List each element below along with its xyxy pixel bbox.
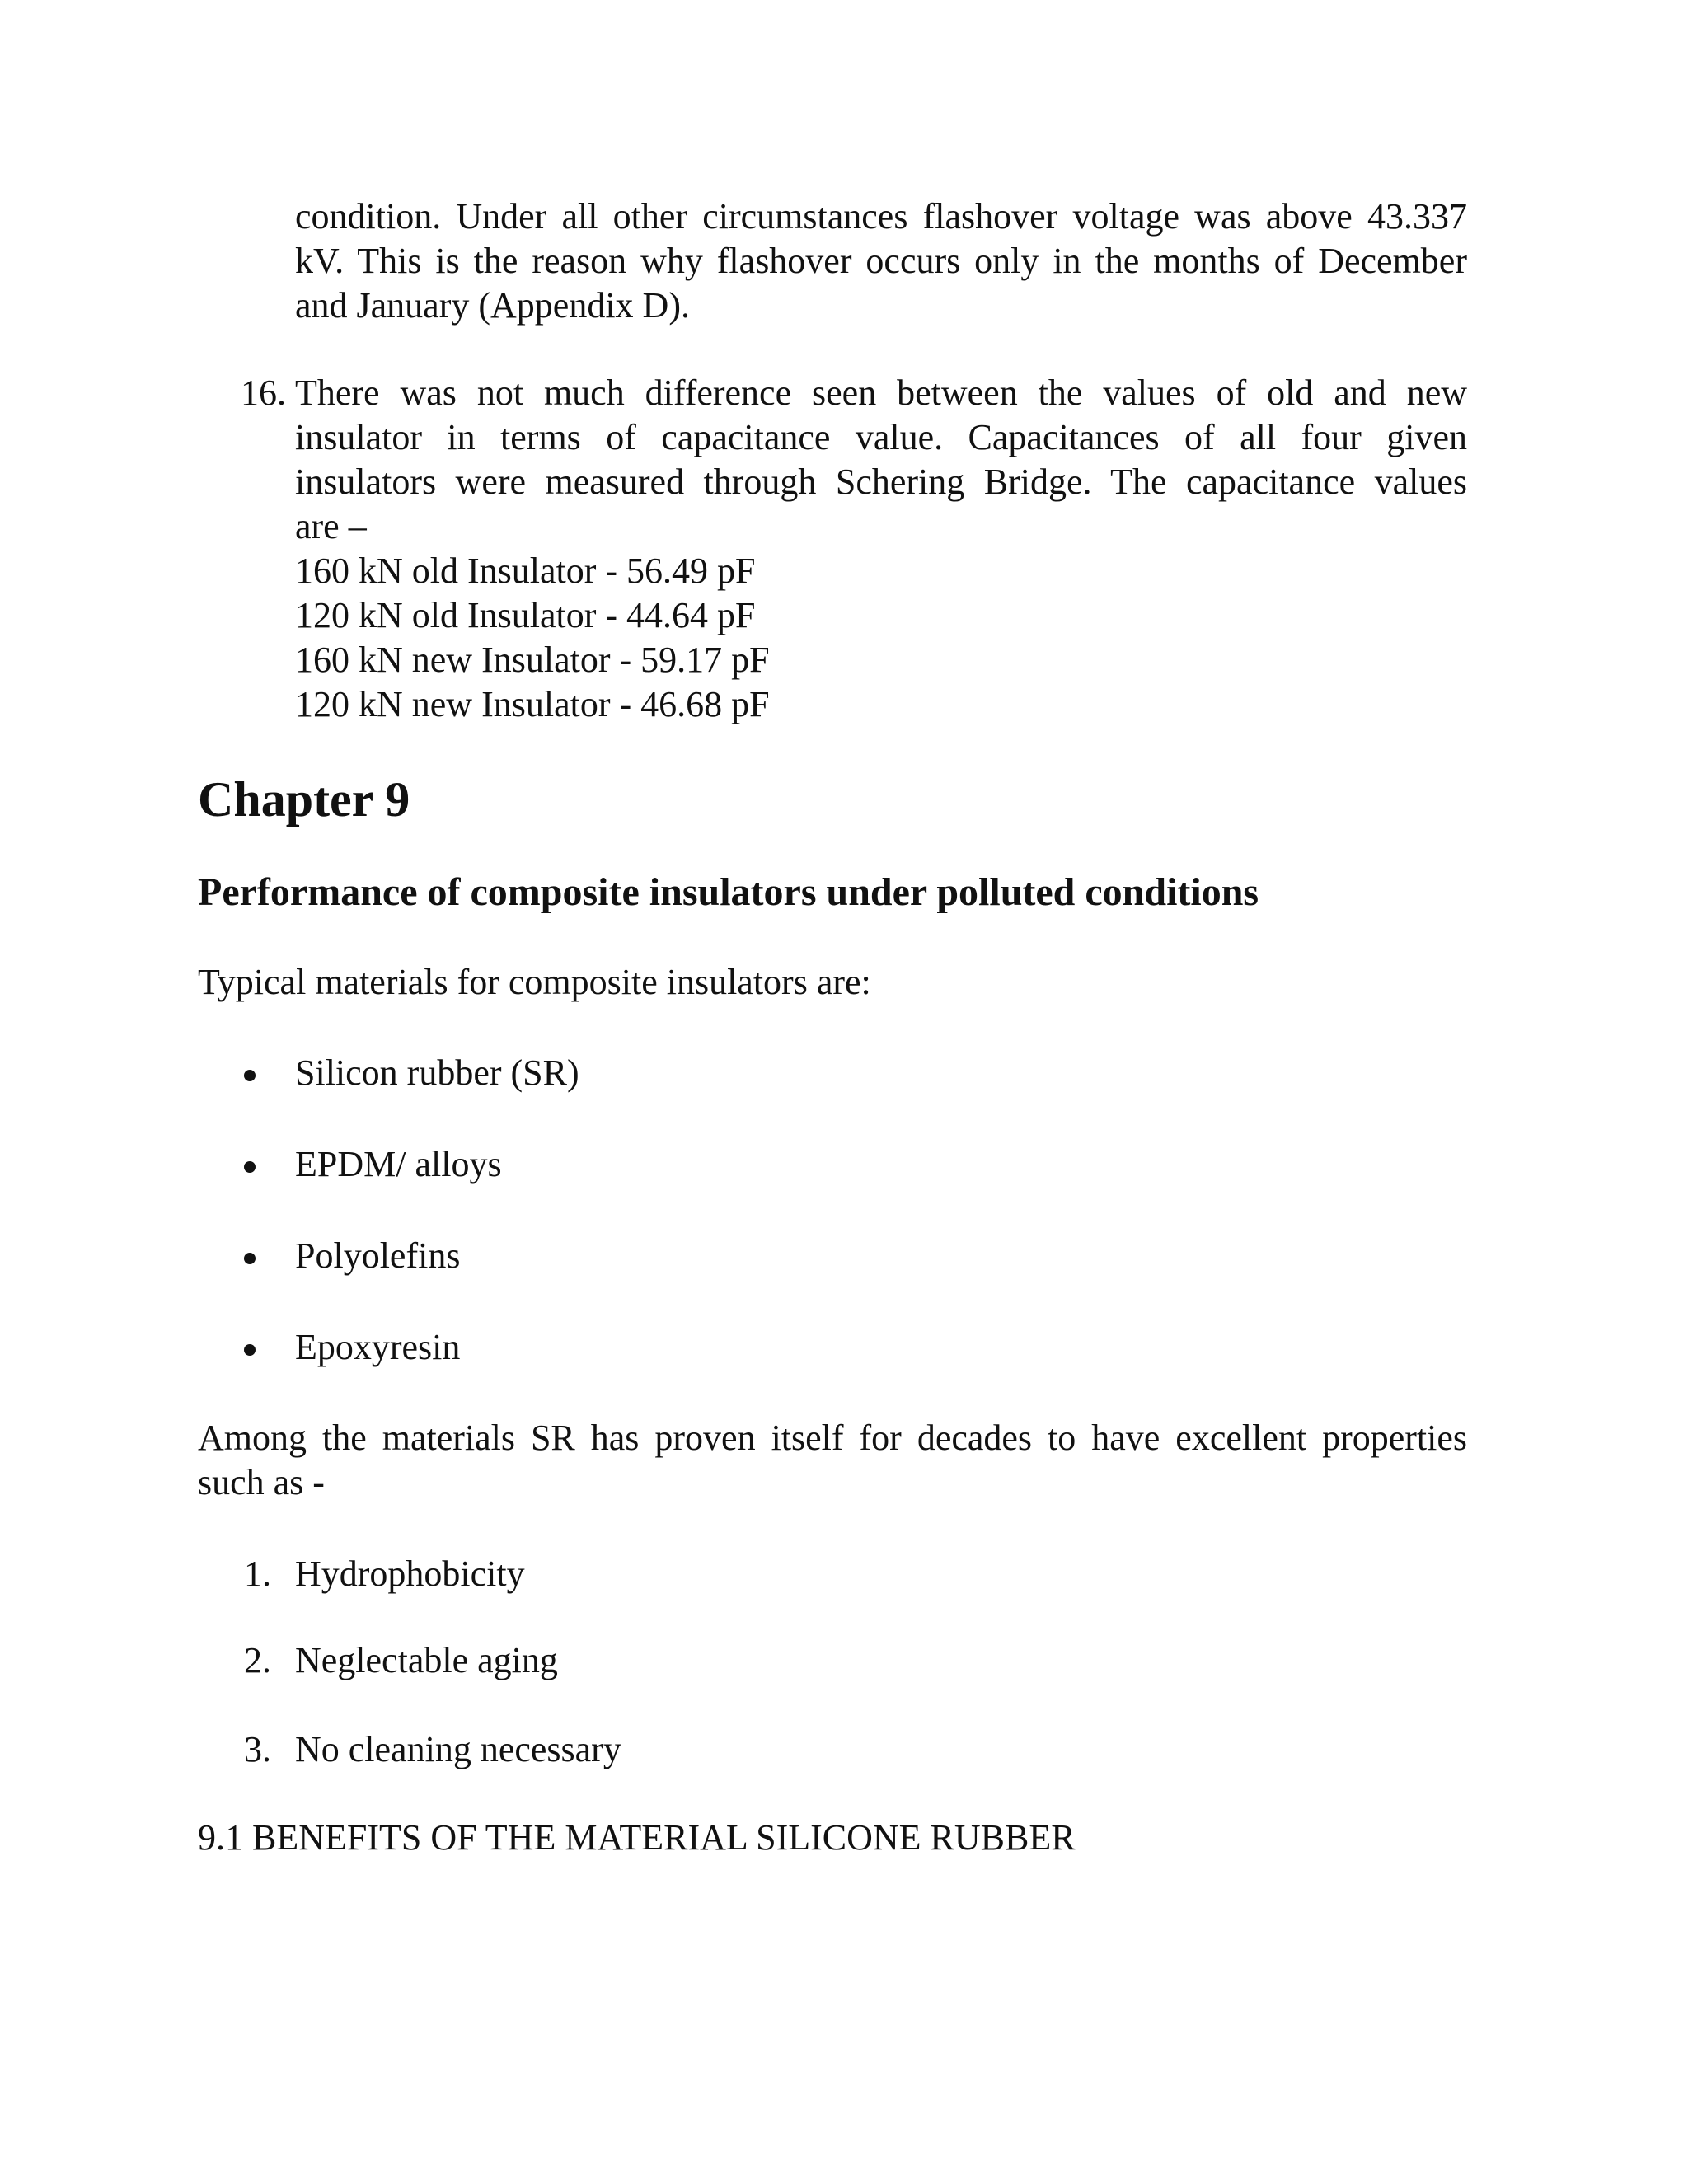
intro-text: Typical materials for composite insulators are: [198, 962, 871, 1002]
list-item: Polyolefins [295, 1235, 461, 1276]
paragraph-line: insulators were measured through Schering Bridge. The capacitance values [295, 462, 1467, 502]
subsection-heading: 9.1 BENEFITS OF THE MATERIAL SILICONE RUBBER [198, 1817, 1076, 1858]
bullet-icon [244, 1253, 256, 1264]
list-number: 16. [241, 373, 286, 413]
list-item: Epoxyresin [295, 1327, 461, 1367]
bullet-icon [244, 1070, 256, 1081]
paragraph-line: are – [295, 506, 367, 546]
paragraph-line: condition. Under all other circumstances flashover voltage was above 43.337 [295, 196, 1467, 237]
list-number: 2. [244, 1640, 271, 1680]
capacitance-value: 160 kN new Insulator - 59.17 pF [295, 640, 770, 680]
paragraph-line: Among the materials SR has proven itself for decades to have excellent properties [198, 1418, 1467, 1458]
continuation-paragraph [295, 194, 1467, 328]
capacitance-value: 160 kN old Insulator - 56.49 pF [295, 551, 756, 591]
paragraph-line: insulator in terms of capacitance value. Capacitances of all four given [295, 417, 1467, 457]
list-number: 1. [244, 1554, 271, 1594]
capacitance-value: 120 kN old Insulator - 44.64 pF [295, 595, 756, 635]
paragraph-line: such as - [198, 1462, 325, 1502]
list-item: Hydrophobicity [295, 1554, 525, 1594]
list-number: 3. [244, 1729, 271, 1769]
bullet-icon [244, 1161, 256, 1173]
chapter-heading: Chapter 9 [198, 772, 410, 827]
among-paragraph [198, 1416, 1467, 1505]
paragraph-line: There was not much difference seen between the values of old and new [295, 373, 1467, 413]
bullet-icon [244, 1344, 256, 1356]
capacitance-value: 120 kN new Insulator - 46.68 pF [295, 684, 770, 724]
list-item: Neglectable aging [295, 1640, 558, 1680]
list-item: EPDM/ alloys [295, 1144, 502, 1184]
item-16-paragraph [295, 371, 1467, 727]
list-item: No cleaning necessary [295, 1729, 621, 1769]
paragraph-line: kV. This is the reason why flashover occurs only in the months of December [295, 241, 1467, 281]
section-heading: Performance of composite insulators under polluted conditions [198, 870, 1259, 914]
list-item: Silicon rubber (SR) [295, 1052, 579, 1093]
paragraph-line: and January (Appendix D). [295, 285, 690, 326]
